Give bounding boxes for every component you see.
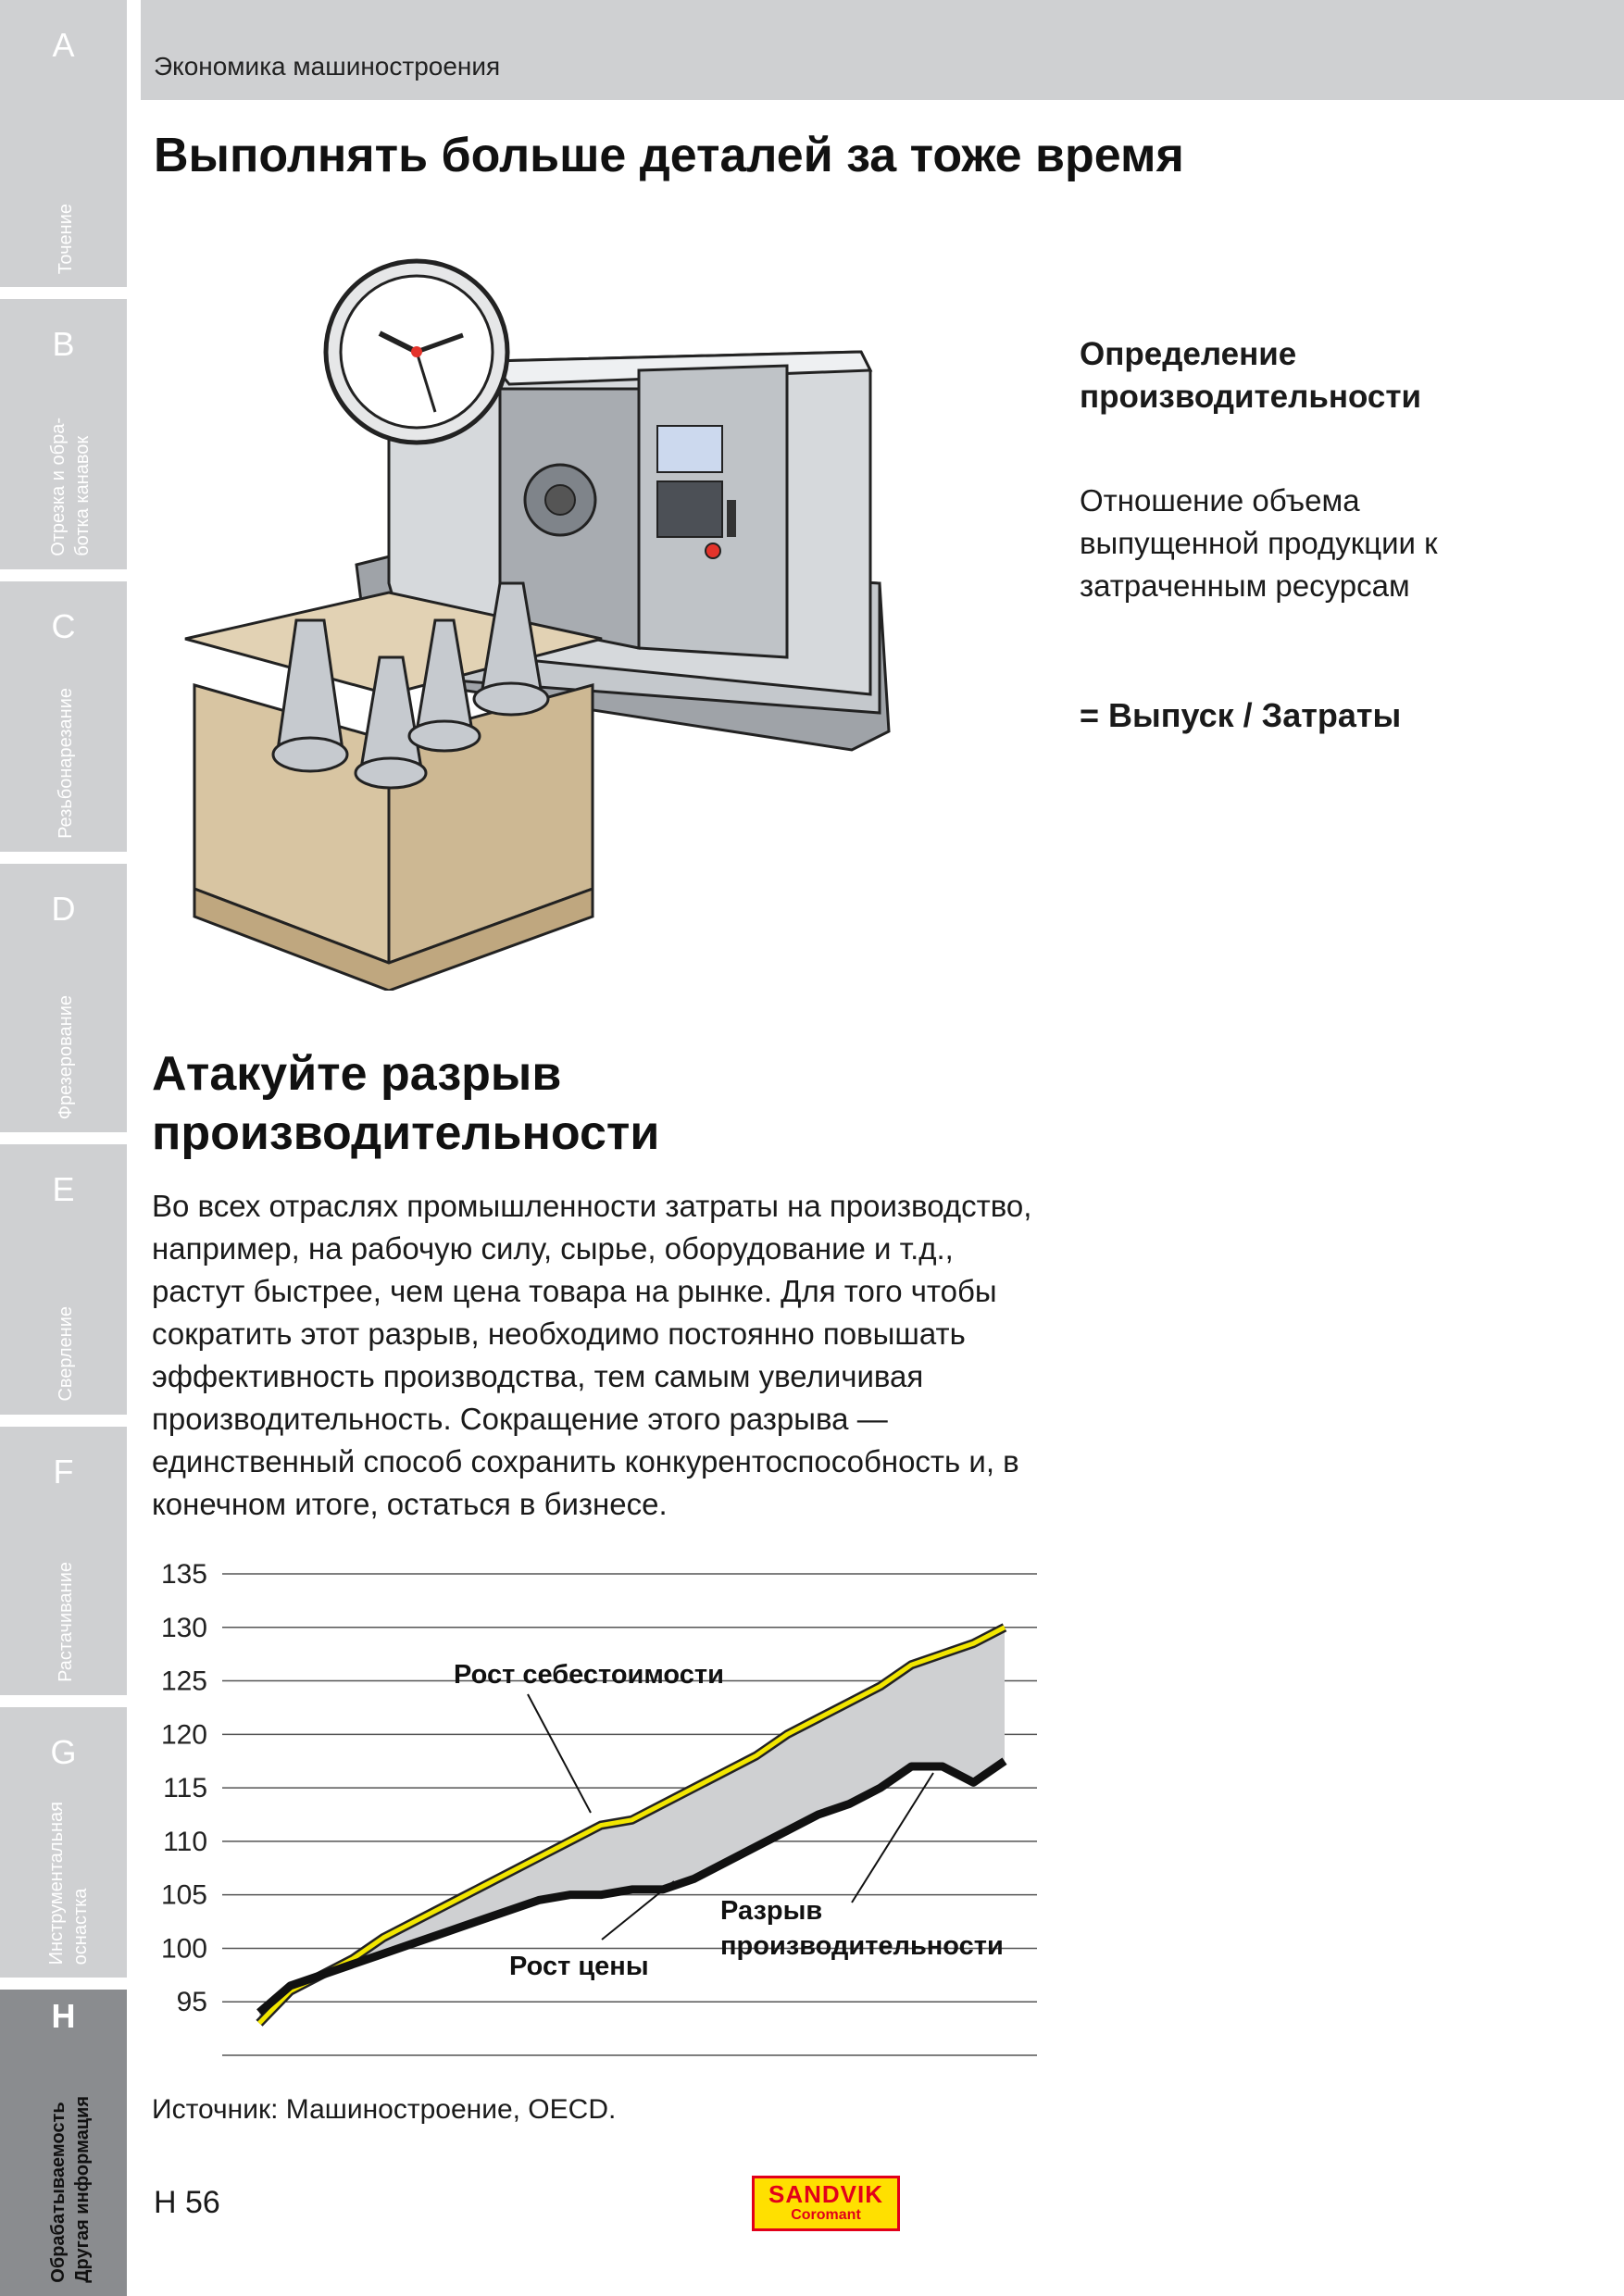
tab-label: Сверление (56, 1306, 76, 1402)
body-paragraph: Во всех отраслях промышленности затраты на производство, например, на рабочую силу, сырье, оборудование и т.д., растут быстрее, чем цена товара на рынке. Для того чтобы сократить этот разрыв, необходимо постоянно повышать эффективность производства, тем самым увеличивая производительность. Сокращение этого разрыва — единственный способ сохранить конкурентоспособность и, в конечном итоге, остаться в бизнесе. (152, 1189, 1032, 1521)
tab-b[interactable] (0, 299, 127, 569)
logo-line2: Coromant (791, 2207, 861, 2223)
productivity-gap-chart (139, 1546, 1046, 2065)
y-tick-label: 130 (160, 1612, 207, 1643)
y-tick-label: 135 (160, 1559, 207, 1590)
tab-label: Фрезерование (56, 994, 76, 1119)
tab-label: Отрезка и обра- ботка канавок (48, 418, 93, 556)
header-band (141, 0, 1624, 100)
y-tick-label: 100 (160, 1933, 207, 1965)
chart-annotation: Разрыв производительности (720, 1896, 1004, 1961)
y-tick-label: 110 (163, 1826, 207, 1857)
tab-d[interactable] (0, 864, 127, 1132)
tab-letter: H (51, 1997, 76, 2035)
definition-text: Отношение объема выпущенной продукции к затраченным ресурсам (1080, 483, 1438, 603)
y-tick-label: 125 (160, 1666, 207, 1697)
logo-line1: SANDVIK (768, 2180, 883, 2208)
machine-illustration (157, 250, 898, 991)
tab-letter: A (52, 26, 75, 64)
tab-label: Резьбонарезание (56, 688, 76, 839)
definition-heading: Определение производительности (1080, 336, 1422, 415)
section-name: Экономика машиностроения (154, 52, 501, 81)
tab-g[interactable] (0, 1707, 127, 1978)
tab-f[interactable] (0, 1427, 127, 1695)
definition-formula: = Выпуск / Затраты (1080, 696, 1402, 734)
tab-letter: F (53, 1453, 74, 1491)
y-tick-label: 115 (163, 1773, 207, 1804)
tab-label: Точение (56, 203, 76, 274)
section-sidebar (0, 0, 127, 2296)
tab-label: Инструментальная оснастка (46, 1801, 91, 1965)
chart-annotation: Рост себестоимости (454, 1660, 724, 1690)
y-tick-label: 95 (176, 1987, 207, 2018)
tab-label: Обрабатываемость Другая информация (48, 2096, 93, 2283)
tab-label: Растачивание (56, 1562, 76, 1682)
tab-letter: E (52, 1170, 75, 1208)
section-title: Атакуйте разрыв производительности (152, 1047, 660, 1160)
sandvik-logo (752, 2176, 900, 2231)
tab-a[interactable] (0, 0, 127, 287)
tab-letter: G (50, 1733, 77, 1771)
y-tick-label: 120 (160, 1719, 207, 1751)
tab-letter: D (51, 890, 76, 928)
page-title: Выполнять больше деталей за тоже время (154, 129, 1184, 182)
tab-e[interactable] (0, 1144, 127, 1415)
tab-letter: B (52, 325, 75, 363)
page-number: H 56 (154, 2185, 220, 2220)
annotation-leader (528, 1694, 591, 1813)
source-note: Источник: Машиностроение, OECD. (152, 2094, 617, 2125)
tab-letter: C (51, 607, 76, 645)
y-tick-label: 105 (160, 1879, 207, 1911)
tab-h[interactable] (0, 1990, 127, 2296)
tab-c[interactable] (0, 581, 127, 852)
chart-annotation: Рост цены (509, 1952, 649, 1981)
